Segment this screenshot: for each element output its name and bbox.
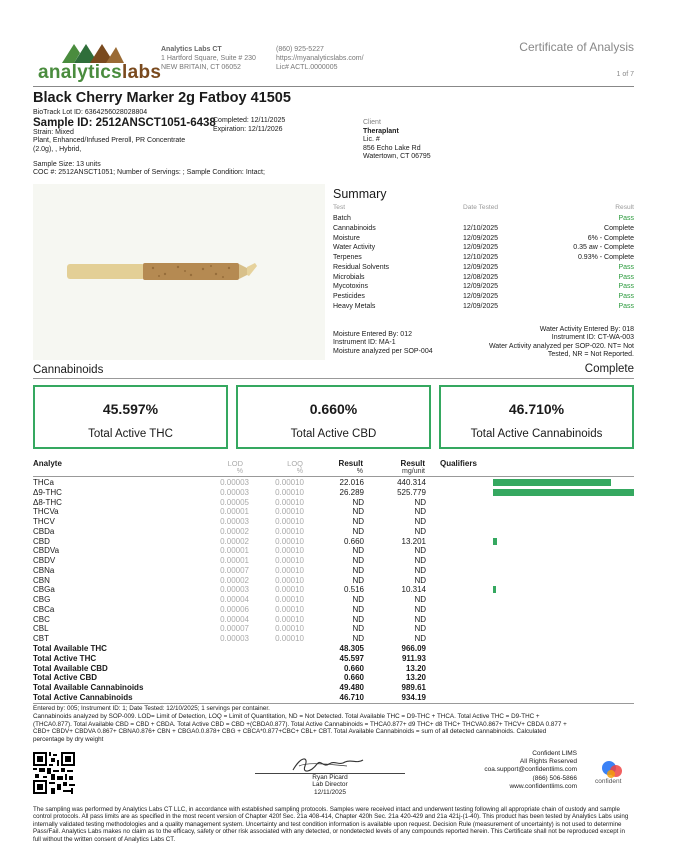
analyte-result-mg: ND [414, 517, 426, 527]
total-name: Total Available Cannabinoids [33, 683, 144, 693]
analyte-name: CBDa [33, 526, 55, 536]
summary-row [333, 273, 634, 283]
total-result-mg: 13.20 [405, 663, 426, 673]
analyte-lod: 0.00007 [220, 624, 249, 634]
analyte-lod: 0.00002 [220, 575, 249, 585]
summary-row [333, 234, 634, 244]
lab-url[interactable]: https://myanalyticslabs.com/ [276, 55, 364, 63]
analyte-loq: 0.00010 [275, 595, 304, 605]
summary-date: 12/09/2025 [463, 244, 499, 252]
summary-test: Microbials [333, 273, 365, 281]
analyte-loq: 0.00010 [275, 517, 304, 527]
lims-block [460, 750, 577, 791]
analyte-result-pct: 26.289 [339, 487, 364, 497]
analyte-row [33, 527, 634, 537]
analyte-lod: 0.00001 [220, 556, 249, 566]
analyte-row [33, 488, 634, 498]
total-row [33, 693, 634, 703]
client-license: Lic. # [363, 136, 380, 144]
client-block [363, 119, 431, 162]
analyte-lod: 0.00003 [220, 585, 249, 595]
analyte-loq: 0.00010 [275, 536, 304, 546]
analyte-lod: 0.00002 [220, 536, 249, 546]
total-row [33, 654, 634, 664]
confident-logo-text: confident [595, 778, 622, 785]
analyte-loq: 0.00010 [275, 526, 304, 536]
analyte-lod: 0.00003 [220, 478, 249, 487]
footnote-line: percentage by dry weight [33, 736, 104, 744]
strain-line: (2.0g), , Hybrid, [33, 145, 82, 153]
summary-row [333, 263, 634, 273]
analyte-row [33, 624, 634, 634]
total-row [33, 664, 634, 674]
total-row [33, 673, 634, 683]
analyte-result-pct: ND [352, 624, 364, 634]
total-result-mg: 934.19 [401, 692, 426, 702]
total-row [33, 683, 634, 693]
total-active-thc-box [33, 385, 228, 449]
analyte-loq: 0.00010 [275, 624, 304, 634]
analyte-name: CBT [33, 634, 49, 644]
analyte-row [33, 507, 634, 517]
analyte-result-pct: ND [352, 507, 364, 517]
total-active-cbd-value: 0.660% [309, 401, 358, 417]
total-active-cannabinoids-box [439, 385, 634, 449]
analyte-name: CBD [33, 536, 50, 546]
summary-row [333, 282, 634, 292]
loq-header: LOQ [287, 459, 303, 468]
analyte-result-mg: ND [414, 526, 426, 536]
analyte-name: CBG [33, 595, 51, 605]
result-pct-header: Result [338, 459, 363, 468]
result-pct-unit: % [356, 468, 363, 475]
analyte-name: THCV [33, 517, 55, 527]
header-divider [33, 86, 634, 87]
lab-address-2: NEW BRITAIN, CT 06052 [161, 64, 241, 72]
analyte-lod: 0.00007 [220, 565, 249, 575]
result-mg-unit: mg/unit [402, 468, 425, 475]
analyte-loq: 0.00010 [275, 634, 304, 644]
coc-line: COC #: 2512ANSCT1051; Number of Servings: ; Sample Condition: Intact; [33, 169, 265, 177]
analyte-row [33, 556, 634, 566]
analyte-result-mg: ND [414, 624, 426, 634]
signer-title: Lab Director [312, 781, 348, 789]
cannabinoids-status: Complete [584, 363, 634, 375]
analyte-result-pct: ND [352, 517, 364, 527]
analyte-result-pct: ND [352, 565, 364, 575]
total-result-pct: 0.660 [343, 663, 364, 673]
analyte-loq: 0.00010 [275, 478, 304, 487]
lims-url[interactable]: www.confidentlims.com [509, 782, 577, 790]
sample-size-block [33, 161, 265, 178]
signer-name: Ryan Picard [312, 774, 348, 781]
total-active-cannabinoids-value: 46.710% [508, 401, 565, 417]
lod-unit: % [236, 468, 243, 475]
analyte-result-mg: ND [414, 565, 426, 575]
client-address-1: 856 Echo Lake Rd [363, 144, 421, 152]
analyte-row [33, 537, 634, 547]
summary-test: Batch [333, 215, 351, 222]
analyte-table [33, 478, 634, 703]
analyte-lod: 0.00006 [220, 604, 249, 614]
summary-result: 6% - Complete [587, 234, 634, 242]
summary-notes-right [420, 326, 634, 360]
analyte-row [33, 566, 634, 576]
analyte-loq: 0.00010 [275, 487, 304, 497]
total-row [33, 644, 634, 654]
summary-date: 12/09/2025 [463, 283, 499, 291]
summary-row [333, 253, 634, 263]
total-result-pct: 46.710 [339, 692, 364, 702]
summary-test: Cannabinoids [333, 224, 376, 232]
footer-divider [33, 703, 634, 704]
lab-phone: (860) 925-5227 [276, 46, 324, 53]
total-name: Total Active Cannabinoids [33, 692, 133, 702]
lims-phone: (866) 506-5866 [532, 774, 577, 782]
analyte-result-pct: 0.516 [343, 585, 364, 595]
summary-result: 0.35 aw - Complete [573, 244, 634, 252]
water-activity-legend: Tested, NR = Not Reported. [547, 351, 634, 359]
summary-notes-left [333, 331, 433, 356]
analyte-loq: 0.00010 [275, 546, 304, 556]
document-title: Certificate of Analysis [519, 40, 634, 54]
expiration-date: Expiration: 12/11/2026 [213, 125, 283, 133]
total-result-mg: 13.20 [405, 673, 426, 683]
analyte-loq: 0.00010 [275, 614, 304, 624]
lab-contact-block [276, 45, 364, 73]
total-result-mg: 911.93 [401, 653, 426, 663]
water-activity-entered-by: Water Activity Entered By: 018 [539, 326, 634, 333]
analyte-result-mg: 10.314 [401, 585, 426, 595]
lab-address-block [161, 45, 256, 73]
analyte-name: CBGa [33, 585, 55, 595]
analyte-result-mg: ND [414, 507, 426, 517]
summary-result: Pass [618, 273, 634, 281]
sample-id: Sample ID: 2512ANSCT1051-6438 [33, 117, 216, 129]
analyte-result-pct: 22.016 [339, 478, 364, 487]
summary-row [333, 224, 634, 234]
summary-test: Water Activity [333, 244, 376, 252]
analyte-loq: 0.00010 [275, 556, 304, 566]
lims-name: Confident LIMS [532, 750, 577, 757]
loq-unit: % [296, 468, 303, 475]
analyte-result-pct: ND [352, 595, 364, 605]
total-active-thc-value: 45.597% [102, 401, 159, 417]
lab-license: Lic# ACTL.0000005 [276, 64, 338, 72]
analyte-result-pct: ND [352, 556, 364, 566]
summary-title: Summary [333, 187, 387, 201]
summary-table [333, 214, 634, 312]
summary-date: 12/08/2025 [463, 273, 499, 281]
cannabinoid-footnote [33, 705, 634, 744]
analyte-result-mg: ND [414, 546, 426, 556]
analyte-name: CBC [33, 614, 50, 624]
analyte-name: THCa [33, 478, 54, 487]
summary-row [333, 214, 634, 224]
summary-test: Mycotoxins [333, 283, 369, 291]
summary-test: Terpenes [333, 254, 362, 261]
analyte-result-mg: ND [414, 497, 426, 507]
qualifier-bar [493, 479, 611, 486]
lab-name: Analytics Labs CT [161, 46, 222, 53]
moisture-instrument: Instrument ID: MA-1 [333, 339, 396, 347]
analyte-loq: 0.00010 [275, 565, 304, 575]
analyte-lod: 0.00002 [220, 526, 249, 536]
analyte-result-mg: 13.201 [401, 536, 426, 546]
analyte-lod: 0.00001 [220, 507, 249, 517]
summary-date: 12/09/2025 [463, 293, 499, 300]
analyte-lod: 0.00004 [220, 614, 249, 624]
analyte-loq: 0.00010 [275, 497, 304, 507]
lod-header: LOD [227, 459, 243, 468]
summary-date: 12/09/2025 [463, 234, 499, 242]
total-active-cbd-label: Total Active CBD [290, 428, 377, 440]
total-result-pct: 48.305 [339, 644, 364, 654]
total-result-mg: 989.61 [401, 683, 426, 693]
biotrack-lot-id: BioTrack Lot ID: 6364256028028804 [33, 109, 148, 116]
analyte-result-mg: 525.779 [397, 487, 426, 497]
summary-col-result: Result [615, 204, 634, 211]
analyte-row [33, 585, 634, 595]
product-photo [33, 184, 325, 360]
summary-result: Pass [618, 283, 634, 291]
strain-line: Plant, Enhanced/Infused Preroll, PR Concentrate [33, 137, 186, 145]
summary-date: 12/09/2025 [463, 263, 499, 271]
summary-date: 12/10/2025 [463, 254, 499, 261]
analyte-lod: 0.00001 [220, 546, 249, 556]
analyte-row [33, 498, 634, 508]
analyte-row [33, 546, 634, 556]
moisture-entered-by: Moisture Entered By: 012 [333, 331, 412, 338]
summary-result: Pass [618, 293, 634, 300]
total-result-mg: 966.09 [401, 644, 426, 654]
total-active-cannabinoids-label: Total Active Cannabinoids [470, 428, 603, 440]
summary-row [333, 302, 634, 312]
total-result-pct: 49.480 [339, 683, 364, 693]
footnote-line: CBD+ CBDV+ CBDVA 0.867+ CBNA0.876+ CBN + CBGA0.0.878+ CBG + CBCA*0.877+CBC+ CBL+ CBT. Total Available Cannabinoids = sum of all detected cannabinoids. Calculated [33, 728, 547, 736]
analyte-name: CBN [33, 575, 50, 585]
total-active-thc-label: Total Active THC [88, 428, 173, 440]
analyte-name: Δ9-THC [33, 487, 62, 497]
summary-test: Heavy Metals [333, 302, 376, 310]
analyte-lod: 0.00003 [220, 487, 249, 497]
analytics-labs-logo-mark [60, 38, 126, 64]
analyte-result-pct: ND [352, 526, 364, 536]
analyte-result-mg: ND [414, 556, 426, 566]
analyte-loq: 0.00010 [275, 575, 304, 585]
analyte-result-pct: 0.660 [343, 536, 364, 546]
cannabinoids-divider [33, 378, 634, 379]
analyte-lod: 0.00003 [220, 517, 249, 527]
analyte-name: CBCa [33, 604, 55, 614]
footnote-line: Cannabinoids analyzed by SOP-009. LOD= Limit of Detection, LOQ = Limit of Quantitation, ND = Not Detected. Total Available THC = D9-THC + THCA. Total Active THC = D9-THC + [33, 712, 540, 720]
client-name: Theraplant [363, 127, 399, 135]
analyte-lod: 0.00005 [220, 497, 249, 507]
analyte-row [33, 605, 634, 615]
total-active-cbd-box [236, 385, 431, 449]
footnote-line: Entered by: 005; Instrument ID: 1; Date Tested: 12/10/2025; 1 servings per container. [33, 705, 270, 712]
summary-date: 12/09/2025 [463, 302, 499, 310]
analyte-row [33, 634, 634, 644]
water-activity-instrument: Instrument ID: CT-WA-003 [551, 334, 634, 342]
qualifier-bar [493, 489, 634, 496]
analyte-lod: 0.00004 [220, 595, 249, 605]
analyte-name: THCVa [33, 507, 59, 517]
analyte-row [33, 576, 634, 586]
summary-row [333, 292, 634, 302]
analyte-loq: 0.00010 [275, 585, 304, 595]
summary-result: Pass [618, 263, 634, 271]
analyte-result-pct: ND [352, 634, 364, 644]
total-name: Total Available CBD [33, 663, 108, 673]
client-address-2: Watertown, CT 06795 [363, 153, 431, 161]
summary-row [333, 243, 634, 253]
analyte-result-pct: ND [352, 604, 364, 614]
strain-info [33, 129, 185, 154]
analyte-header-divider [33, 476, 634, 477]
total-result-pct: 0.660 [343, 673, 364, 683]
qualifier-bar [493, 586, 496, 593]
summary-test: Moisture [333, 234, 360, 242]
summary-col-test: Test [333, 204, 346, 211]
qr-code-icon[interactable] [33, 752, 75, 794]
lims-email[interactable]: coa.support@confidentlims.com [484, 766, 577, 774]
qualifier-bar [493, 538, 497, 545]
cannabinoids-section-title: Cannabinoids [33, 364, 104, 376]
analyte-name: CBL [33, 624, 49, 634]
analyte-result-mg: ND [414, 595, 426, 605]
sample-dates [213, 117, 285, 134]
preroll-illustration [33, 184, 325, 360]
analyte-result-mg: ND [414, 634, 426, 644]
analyte-loq: 0.00010 [275, 507, 304, 517]
summary-result: Pass [618, 215, 634, 222]
analyte-result-pct: ND [352, 575, 364, 585]
summary-col-date: Date Tested [463, 204, 499, 211]
water-activity-sop: Water Activity analyzed per SOP-020. NT= Not [488, 342, 634, 350]
analyte-loq: 0.00010 [275, 604, 304, 614]
total-name: Total Available THC [33, 644, 107, 654]
disclaimer-text: The sampling was performed by Analytics Labs CT LLC, in accordance with established sampling protocols. Samples were received intact and underwent testing following all appropriate chain of custody and sample control protocols. All pass limits are as specified in the most recent version of Chapter 420f Sec. 21a 408-414, Chapter 420h Sec. 21a 420-429 and 21a 421j-(1-40). This product has been tested by Analytics Labs using internally validated testing methodologies and a quality management system. Uncertainty and test condition information is available upon request. Decision Rule (measurement of uncertainty) is not used to determine Pass/Fail. Analytics Labs makes no claim as to the efficacy, safety or other risk associated with any detected, or nondetected levels of any compounds reported herein. This Certificate shall not be reproduced except in full without the written consent of Analytics Labs CT. [33, 806, 629, 843]
analyte-lod: 0.00003 [220, 634, 249, 644]
lims-rights: All Rights Reserved [519, 758, 577, 766]
footnote-line: (THCA0.877). Total Available CBD = CBD + CBDA. Total Active CBD = CBD +(CBDA0.877). Total Active Cannabinoids = THCA0.877+ d9 THC+ d8 THC+ THCVA0.867+ THCV+ CBDA 0.877 + [33, 720, 567, 728]
summary-result: Complete [604, 224, 634, 232]
analyte-result-mg: ND [414, 614, 426, 624]
product-name: Black Cherry Marker 2g Fatboy 41505 [33, 90, 291, 106]
total-name: Total Active THC [33, 653, 97, 663]
analyte-row [33, 595, 634, 605]
analytics-labs-logo-text: analyticslabs [38, 62, 162, 83]
analyte-result-mg: 440.314 [397, 478, 426, 487]
analyte-result-mg: ND [414, 575, 426, 585]
strain-line: Strain: Mixed [33, 129, 74, 136]
summary-date: 12/10/2025 [463, 224, 499, 232]
summary-result: Pass [618, 302, 634, 310]
completed-date: Completed: 12/11/2025 [213, 117, 286, 124]
sample-size: Sample Size: 13 units [33, 161, 101, 168]
qualifiers-header: Qualifiers [440, 459, 477, 468]
analyte-result-pct: ND [352, 497, 364, 507]
analyte-header: Analyte [33, 459, 62, 468]
analyte-row [33, 478, 634, 488]
total-name: Total Active CBD [33, 673, 98, 683]
analyte-row [33, 615, 634, 625]
summary-test: Pesticides [333, 293, 365, 300]
page-number: 1 of 7 [616, 71, 634, 78]
signer-block [255, 774, 405, 796]
client-label: Client [363, 119, 381, 126]
analyte-row [33, 517, 634, 527]
result-mg-header: Result [400, 459, 425, 468]
summary-test: Residual Solvents [333, 263, 390, 271]
analyte-name: CBDV [33, 556, 56, 566]
summary-result: 0.93% - Complete [577, 254, 634, 261]
analyte-name: CBNa [33, 565, 55, 575]
analyte-result-mg: ND [414, 604, 426, 614]
total-result-pct: 45.597 [339, 653, 364, 663]
lab-address-1: 1 Hartford Square, Suite # 230 [161, 55, 256, 63]
moisture-sop: Moisture analyzed per SOP-004 [333, 347, 433, 355]
analyte-result-pct: ND [352, 546, 364, 556]
analyte-name: Δ8-THC [33, 497, 62, 507]
analyte-name: CBDVa [33, 546, 60, 556]
analyte-result-pct: ND [352, 614, 364, 624]
signer-date: 12/11/2025 [313, 788, 347, 796]
